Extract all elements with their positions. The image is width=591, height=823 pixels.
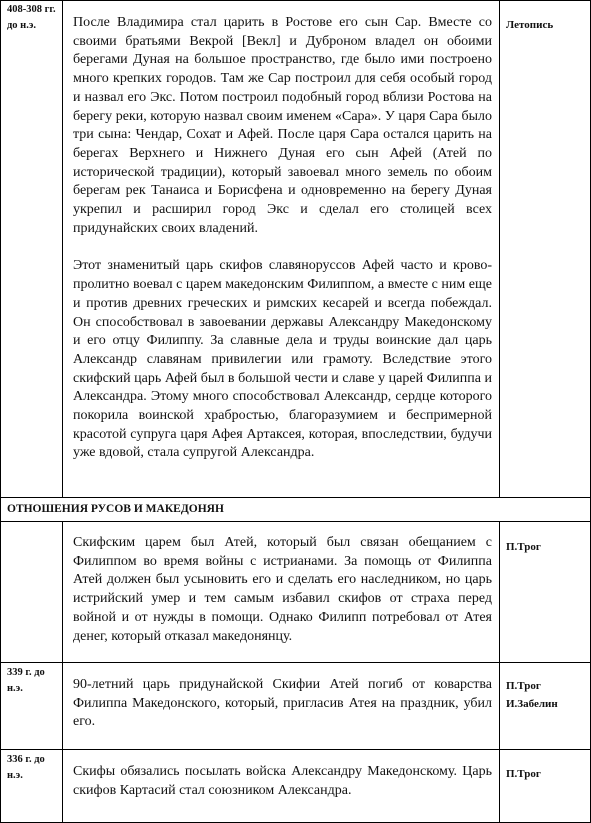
date-cell (1, 750, 63, 823)
table-row (1, 522, 591, 663)
source-label: П.Трог (506, 541, 541, 553)
text-cell (63, 750, 500, 823)
source-label: Летопись (506, 19, 554, 31)
section-header-row (1, 498, 591, 522)
table-row (1, 750, 591, 823)
date-cell (1, 522, 63, 663)
source-cell (500, 522, 591, 663)
text-cell (63, 522, 500, 663)
event-paragraph: 90-летний царь придунайской Скифии Атей погиб от коварства Филиппа Македонского, который, пригласив Атея на праздник, убил его. (73, 677, 492, 730)
date-label (1, 522, 62, 523)
event-paragraph: Скифы обязались посылать войска Александру Македонскому. Царь скифов Картасий стал союзником Александра. (73, 764, 492, 798)
source-cell (500, 1, 591, 498)
event-paragraph: После Владимира стал царить в Ростове его сын Сар. Вместе со своими братьями Векрой [Векл] и Дуброном владел он обоими берегами Дуная на большое пространство, где было ими построено много крепких городов. Там же Сар построил для себя особый город и назвал его Экс. Потом построил подобный город вблизи Ростова на берегу реки, которую назвал своим именем «Сара». У царя Сара было три сына: Чендар, Сохат и Афей. После царя Сара остался царить на берегах Верхнего и Нижнего Дуная его сын Афей (Атей по исторической традиции), который завоевал много земель по обоим берегам рек Танаиса и Борисфена и одновременно на берегу Дуная укрепил и расширил город Экс и сделал его столицей всех придунайских своих владений. (73, 15, 492, 236)
event-paragraph: Этот знаменитый царь скифов славяноруссов Афей часто и крово-пролитно воевал с царем македонским Филиппом, а вместе с ним еще и против древних греческих и римских кесарей и всегда побеждал. Он способствовал в завоевании державы Александру Македонскому и его отцу Филиппу. За славные дела и труды воинские дал царь Александр славянам привилегии или грамоту. Вследствие этого скифский царь Афей был в большой чести и славе у царей Филиппа и Александра. Этому много способствовал Александр, сердце которого покорила воинской храбростью, благоразумием и беспримерной красотой супруга царя Афея Артаксея, которая, впоследствии, будучи уже вдовой, стала супругой Александра. (73, 258, 492, 461)
section-header: ОТНОШЕНИЯ РУСОВ И МАКЕДОНЯН (7, 503, 224, 515)
text-cell (63, 1, 500, 498)
date-label: 339 г. до н.э. (7, 667, 45, 694)
source-label: П.Трог (506, 680, 541, 692)
source-cell (500, 750, 591, 823)
table-row (1, 663, 591, 750)
section-header-cell (1, 498, 591, 522)
date-label: 336 г. до н.э. (7, 754, 45, 781)
source-label: П.Трог (506, 768, 541, 780)
date-cell (1, 1, 63, 498)
source-label: И.Забелин (506, 698, 558, 710)
source-cell (500, 663, 591, 750)
text-cell (63, 663, 500, 750)
table-row (1, 1, 591, 498)
date-label: 408-308 гг. до н.э. (7, 4, 56, 31)
event-paragraph: Скифским царем был Атей, который был связан обещанием с Филиппом во время войны с истрианами. За помощь от Филиппа Атей должен был усыновить его и сделать его наследником, но царь истрийский умер и тем самым избавил скифов от страха перед войной и от нужды в помощи. Однако Филипп потребовал от Атея денег, который отказал македонянцу. (73, 535, 492, 644)
date-cell (1, 663, 63, 750)
